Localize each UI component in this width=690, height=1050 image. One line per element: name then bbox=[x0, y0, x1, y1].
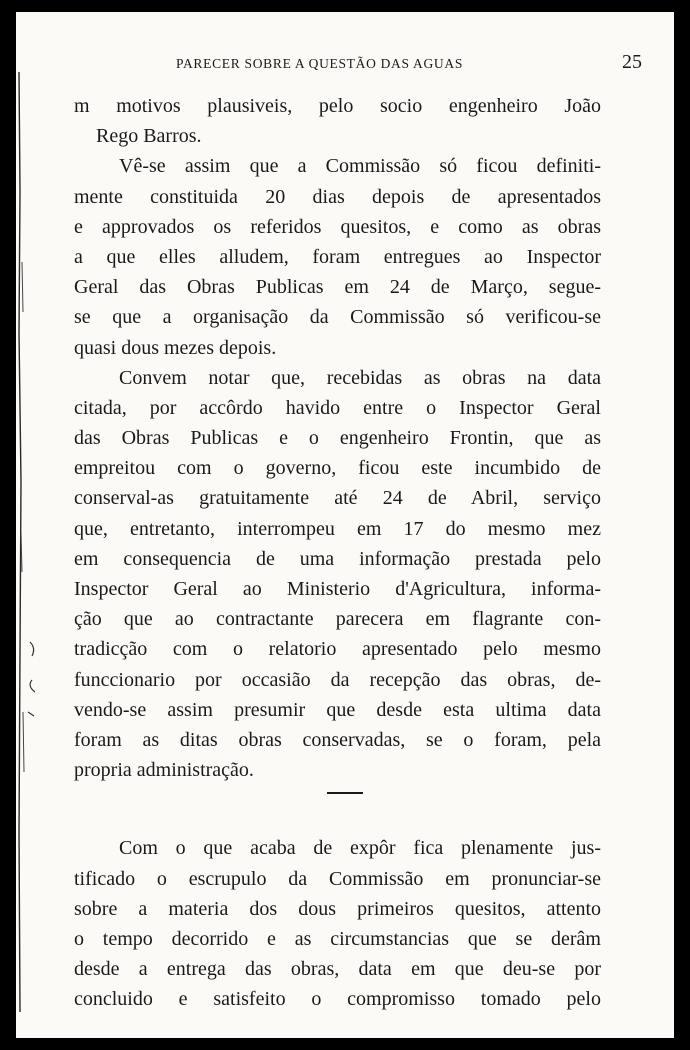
text-line: quasi dous mezes depois. bbox=[74, 336, 277, 359]
text-line: mente constituida 20 dias depois de apresentados bbox=[74, 185, 601, 208]
text-line: empreitou com o governo, ficou este incumbido de bbox=[74, 457, 601, 480]
text-line: Geral das Obras Publicas em 24 de Março, segue- bbox=[74, 276, 601, 299]
section-divider bbox=[74, 785, 601, 833]
text-line: vendo-se assim presumir que desde esta ultima data bbox=[74, 698, 601, 721]
text-line: desde a entrega das obras, data em que deu-se por bbox=[74, 958, 601, 981]
divider-rule bbox=[327, 792, 363, 794]
text-line: m motivos plausiveis, pelo socio engenheiro João bbox=[74, 95, 601, 117]
text-line: Rego Barros. bbox=[96, 125, 202, 148]
text-line: propria administração. bbox=[74, 759, 254, 782]
text-line: que, entretanto, interrompeu em 17 do mesmo mez bbox=[74, 517, 601, 540]
text-line: Com o que acaba de expôr fica plenamente jus- bbox=[119, 837, 601, 860]
running-header bbox=[16, 46, 674, 76]
text-line: Vê-se assim que a Commissão só ficou definiti- bbox=[119, 155, 601, 178]
text-line: conserval-as gratuitamente até 24 de Abril, serviço bbox=[74, 487, 601, 510]
body-text bbox=[74, 91, 601, 1014]
text-line: Convem notar que, recebidas as obras na data bbox=[119, 366, 601, 389]
text-line: funccionario por occasião da recepção das obras, de- bbox=[74, 668, 601, 691]
paragraph-1 bbox=[74, 91, 601, 151]
paragraph-4 bbox=[74, 833, 601, 1014]
text-line: o tempo decorrido e as circumstancias que se derâm bbox=[74, 927, 601, 950]
text-line: e approvados os referidos quesitos, e como as obras bbox=[74, 215, 601, 238]
text-line: Inspector Geral ao Ministerio d'Agricultura, informa- bbox=[74, 578, 601, 600]
text-line: tradicção com o relatorio apresentado pelo mesmo bbox=[74, 638, 601, 661]
text-line: se que a organisação da Commissão só verificou-se bbox=[74, 306, 601, 329]
paragraph-2 bbox=[74, 151, 601, 362]
running-title: PARECER SOBRE A QUESTÃO DAS AGUAS bbox=[176, 56, 464, 71]
page-number: 25 bbox=[622, 51, 642, 73]
text-line: citada, por accôrdo havido entre o Inspector Geral bbox=[74, 396, 601, 419]
text-line: ção que ao contractante parecera em flagrante con- bbox=[74, 608, 601, 631]
text-line: a que elles alludem, foram entregues ao Inspector bbox=[74, 245, 601, 268]
binding-edge-marks bbox=[16, 12, 56, 1038]
text-line: sobre a materia dos dous primeiros quesitos, attento bbox=[74, 897, 601, 920]
text-line: em consequencia de uma informação prestada pelo bbox=[74, 547, 601, 570]
text-line: concluido e satisfeito o compromisso tomado pelo bbox=[74, 988, 601, 1011]
text-line: das Obras Publicas e o engenheiro Frontin, que as bbox=[74, 427, 601, 450]
book-page bbox=[16, 12, 674, 1038]
text-line: tificado o escrupulo da Commissão em pronunciar-se bbox=[74, 867, 601, 890]
paragraph-3 bbox=[74, 363, 601, 786]
text-line: foram as ditas obras conservadas, se o foram, pela bbox=[74, 728, 601, 751]
